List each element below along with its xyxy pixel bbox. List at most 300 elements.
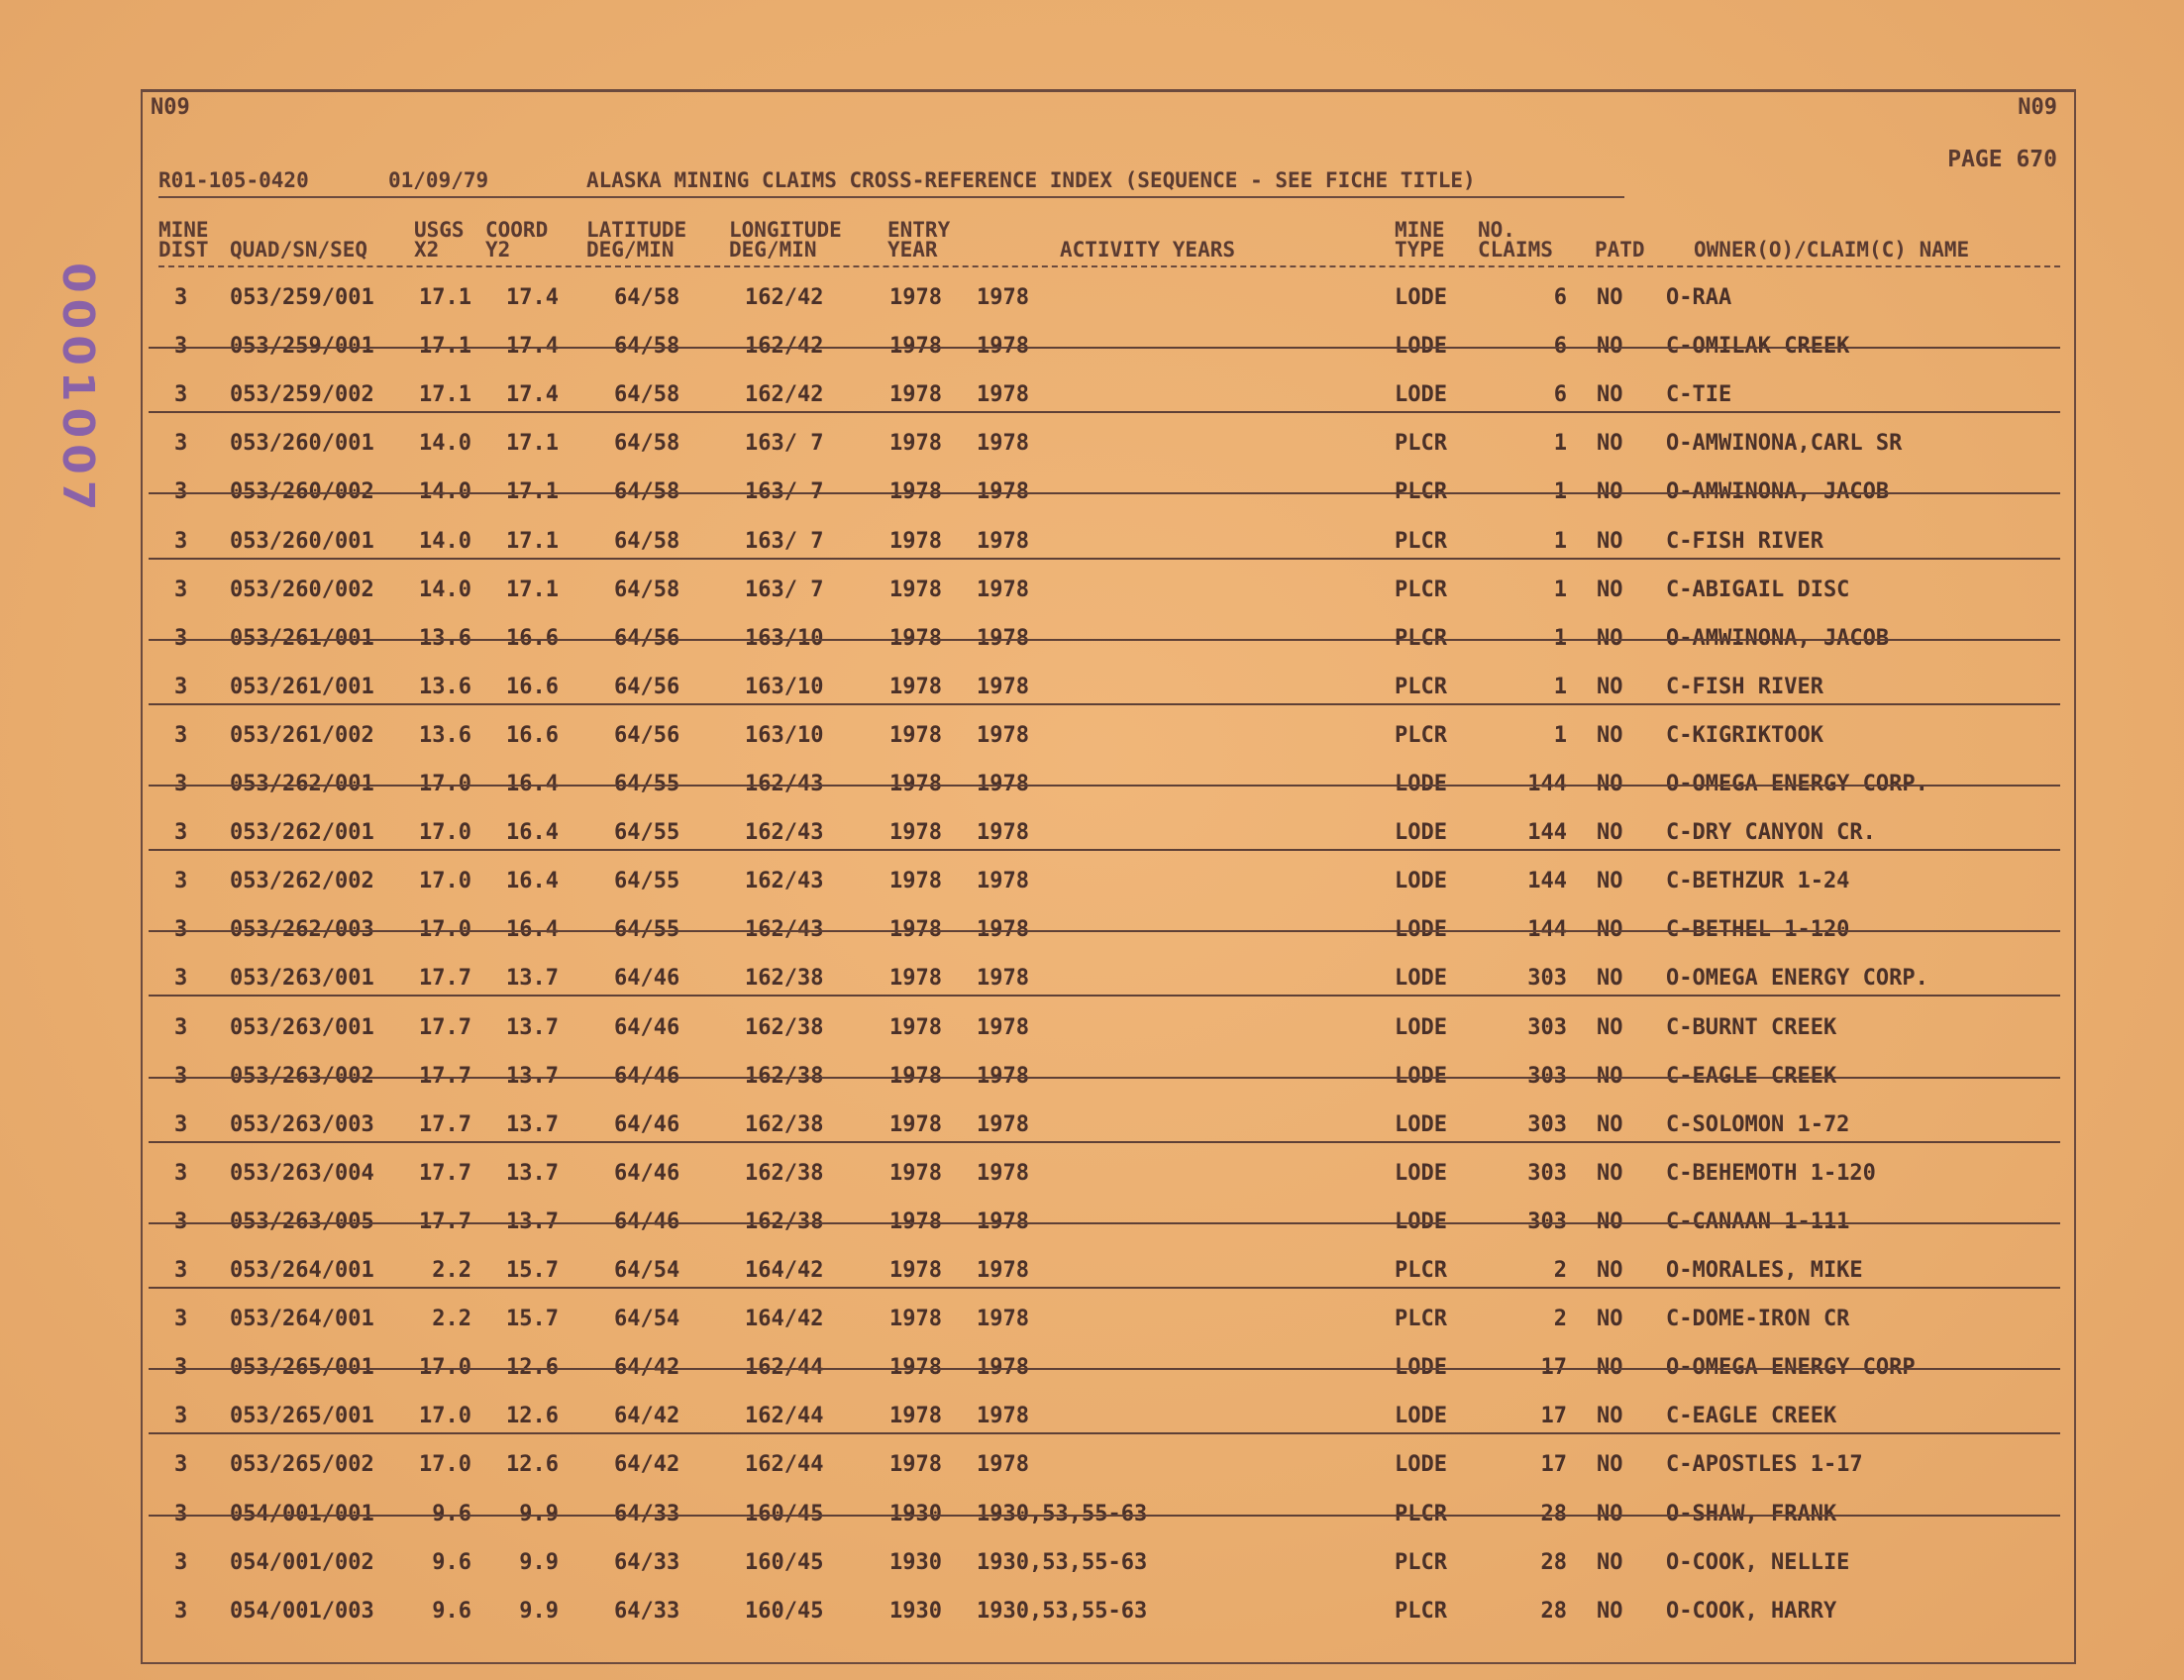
cell-lat: 64/55 — [614, 869, 680, 893]
cell-entry: 1978 — [889, 1161, 942, 1186]
table-row — [0, 768, 2184, 801]
cell-type: LODE — [1395, 820, 1447, 845]
cell-claims: 28 — [1540, 1550, 1567, 1575]
cell-activity: 1978 — [977, 1064, 1029, 1089]
cell-activity: 1978 — [977, 1015, 1029, 1040]
column-header-line2: Y2 — [485, 238, 511, 262]
column-header-line1: ENTRY — [887, 218, 951, 242]
cell-lon: 162/43 — [745, 772, 824, 796]
cell-patd: NO — [1597, 1015, 1623, 1040]
page-number: PAGE 670 — [1947, 147, 2057, 172]
table-row — [0, 1060, 2184, 1094]
cell-patd: NO — [1597, 966, 1623, 991]
report-header — [158, 168, 1624, 198]
cell-name: C-ABIGAIL DISC — [1666, 578, 1850, 602]
cell-dist: 3 — [174, 1452, 188, 1477]
cell-quad: 053/260/001 — [230, 529, 374, 554]
cell-type: LODE — [1395, 1161, 1447, 1186]
cell-name: C-FISH RIVER — [1666, 529, 1823, 554]
cell-lat: 64/33 — [614, 1502, 680, 1526]
cell-claims: 1 — [1553, 479, 1567, 504]
cell-lat: 64/42 — [614, 1452, 680, 1477]
column-header-mine-dist — [158, 220, 209, 260]
cell-dist: 3 — [174, 1355, 188, 1380]
cell-name: C-BETHEL 1-120 — [1666, 917, 1850, 942]
cell-type: LODE — [1395, 1064, 1447, 1089]
cell-name: O-RAA — [1666, 285, 1732, 310]
cell-x: 13.6 — [419, 675, 471, 699]
cell-patd: NO — [1597, 869, 1623, 893]
cell-y: 16.4 — [506, 772, 559, 796]
column-header-line2: DEG/MIN — [729, 238, 817, 262]
strike-line — [149, 639, 2060, 641]
cell-activity: 1978 — [977, 334, 1029, 359]
column-header-coord-y — [485, 220, 548, 260]
cell-lat: 64/46 — [614, 1112, 680, 1137]
column-header-line2: OWNER(O)/CLAIM(C) NAME — [1694, 238, 1970, 262]
cell-activity: 1978 — [977, 1307, 1029, 1331]
column-header-line2: QUAD/SN/SEQ — [230, 238, 368, 262]
cell-y: 13.7 — [506, 1015, 559, 1040]
cell-claims: 303 — [1527, 1161, 1567, 1186]
column-header-line1 — [230, 220, 367, 240]
cell-type: LODE — [1395, 382, 1447, 407]
cell-y: 16.4 — [506, 869, 559, 893]
cell-x: 17.0 — [419, 772, 471, 796]
cell-quad: 053/263/001 — [230, 1015, 374, 1040]
cell-type: LODE — [1395, 285, 1447, 310]
cell-activity: 1978 — [977, 966, 1029, 991]
cell-patd: NO — [1597, 723, 1623, 748]
column-header-owner — [1694, 220, 1969, 260]
column-header-lon — [729, 220, 842, 260]
corner-code-left: N09 — [151, 95, 190, 120]
column-header-activity — [1060, 220, 1235, 260]
cell-lat: 64/46 — [614, 1015, 680, 1040]
cell-name: C-OMILAK CREEK — [1666, 334, 1850, 359]
cell-type: LODE — [1395, 1112, 1447, 1137]
report-id: R01-105-0420 — [158, 168, 309, 192]
cell-y: 17.1 — [506, 529, 559, 554]
column-header-type — [1395, 220, 1445, 260]
cell-type: PLCR — [1395, 1502, 1447, 1526]
cell-y: 15.7 — [506, 1307, 559, 1331]
cell-x: 17.1 — [419, 382, 471, 407]
cell-patd: NO — [1597, 1064, 1623, 1089]
cell-name: C-DRY CANYON CR. — [1666, 820, 1876, 845]
cell-x: 17.7 — [419, 1015, 471, 1040]
cell-entry: 1978 — [889, 869, 942, 893]
cell-name: C-APOSTLES 1-17 — [1666, 1452, 1863, 1477]
cell-x: 17.1 — [419, 334, 471, 359]
cell-lat: 64/58 — [614, 334, 680, 359]
table-row — [0, 1206, 2184, 1239]
cell-entry: 1978 — [889, 1307, 942, 1331]
strike-line — [149, 1222, 2060, 1224]
cell-type: LODE — [1395, 334, 1447, 359]
cell-quad: 053/260/001 — [230, 431, 374, 456]
report-date: 01/09/79 — [388, 168, 489, 192]
cell-lat: 64/42 — [614, 1355, 680, 1380]
cell-lon: 162/43 — [745, 820, 824, 845]
cell-claims: 144 — [1527, 869, 1567, 893]
cell-dist: 3 — [174, 1550, 188, 1575]
cell-claims: 17 — [1540, 1452, 1567, 1477]
cell-name: O-COOK, HARRY — [1666, 1599, 1837, 1624]
cell-type: PLCR — [1395, 1550, 1447, 1575]
cell-y: 13.7 — [506, 1209, 559, 1234]
cell-y: 12.6 — [506, 1404, 559, 1428]
cell-claims: 144 — [1527, 820, 1567, 845]
cell-quad: 053/262/001 — [230, 772, 374, 796]
cell-activity: 1978 — [977, 917, 1029, 942]
cell-patd: NO — [1597, 431, 1623, 456]
cell-type: LODE — [1395, 772, 1447, 796]
cell-entry: 1978 — [889, 675, 942, 699]
cell-activity: 1978 — [977, 431, 1029, 456]
column-header-line2: X2 — [414, 238, 440, 262]
cell-quad: 053/263/005 — [230, 1209, 374, 1234]
cell-entry: 1978 — [889, 479, 942, 504]
cell-x: 9.6 — [432, 1550, 471, 1575]
cell-activity: 1978 — [977, 578, 1029, 602]
cell-x: 17.7 — [419, 1161, 471, 1186]
cell-quad: 053/260/002 — [230, 578, 374, 602]
cell-lat: 64/33 — [614, 1599, 680, 1624]
cell-activity: 1978 — [977, 1404, 1029, 1428]
cell-x: 17.7 — [419, 1209, 471, 1234]
cell-dist: 3 — [174, 626, 188, 651]
cell-lon: 162/44 — [745, 1452, 824, 1477]
cell-patd: NO — [1597, 1112, 1623, 1137]
cell-lon: 164/42 — [745, 1307, 824, 1331]
cell-type: PLCR — [1395, 1258, 1447, 1283]
underline — [149, 703, 2060, 705]
cell-y: 13.7 — [506, 1064, 559, 1089]
underline — [149, 558, 2060, 560]
cell-lat: 64/58 — [614, 382, 680, 407]
cell-lon: 162/38 — [745, 1112, 824, 1137]
cell-quad: 053/265/002 — [230, 1452, 374, 1477]
cell-lon: 163/10 — [745, 675, 824, 699]
cell-quad: 054/001/001 — [230, 1502, 374, 1526]
cell-dist: 3 — [174, 1015, 188, 1040]
column-header-line1: LONGITUDE — [729, 218, 842, 242]
cell-entry: 1978 — [889, 1112, 942, 1137]
column-header-line1: COORD — [485, 218, 549, 242]
cell-name: O-AMWINONA, JACOB — [1666, 479, 1890, 504]
strike-line — [149, 785, 2060, 787]
column-header-line2: DEG/MIN — [586, 238, 675, 262]
cell-quad: 053/262/003 — [230, 917, 374, 942]
cell-x: 14.0 — [419, 431, 471, 456]
cell-patd: NO — [1597, 285, 1623, 310]
cell-claims: 303 — [1527, 1015, 1567, 1040]
table-row — [0, 574, 2184, 607]
cell-entry: 1978 — [889, 382, 942, 407]
cell-name: O-OMEGA ENERGY CORP — [1666, 1355, 1916, 1380]
cell-lon: 162/42 — [745, 285, 824, 310]
cell-dist: 3 — [174, 772, 188, 796]
cell-type: PLCR — [1395, 479, 1447, 504]
cell-lat: 64/55 — [614, 820, 680, 845]
cell-x: 17.7 — [419, 1112, 471, 1137]
cell-entry: 1978 — [889, 1404, 942, 1428]
cell-activity: 1978 — [977, 1355, 1029, 1380]
column-header-usgs-x — [414, 220, 465, 260]
cell-entry: 1930 — [889, 1550, 942, 1575]
cell-lon: 162/42 — [745, 334, 824, 359]
cell-lon: 162/38 — [745, 1209, 824, 1234]
column-header-line1: LATITUDE — [586, 218, 687, 242]
cell-y: 16.4 — [506, 917, 559, 942]
cell-y: 12.6 — [506, 1355, 559, 1380]
cell-claims: 1 — [1553, 431, 1567, 456]
cell-activity: 1930,53,55-63 — [977, 1550, 1148, 1575]
cell-lat: 64/46 — [614, 1209, 680, 1234]
cell-type: LODE — [1395, 1404, 1447, 1428]
cell-entry: 1978 — [889, 772, 942, 796]
cell-dist: 3 — [174, 382, 188, 407]
cell-claims: 1 — [1553, 578, 1567, 602]
cell-dist: 3 — [174, 1404, 188, 1428]
cell-patd: NO — [1597, 1258, 1623, 1283]
cell-name: C-BURNT CREEK — [1666, 1015, 1837, 1040]
cell-lon: 162/43 — [745, 917, 824, 942]
cell-x: 9.6 — [432, 1502, 471, 1526]
cell-type: PLCR — [1395, 1599, 1447, 1624]
cell-quad: 054/001/002 — [230, 1550, 374, 1575]
cell-quad: 053/265/001 — [230, 1404, 374, 1428]
cell-lon: 162/38 — [745, 1064, 824, 1089]
cell-dist: 3 — [174, 1502, 188, 1526]
underline — [149, 411, 2060, 413]
cell-y: 12.6 — [506, 1452, 559, 1477]
cell-claims: 303 — [1527, 966, 1567, 991]
cell-activity: 1978 — [977, 675, 1029, 699]
cell-y: 17.1 — [506, 479, 559, 504]
column-header-quad — [230, 220, 367, 260]
cell-dist: 3 — [174, 723, 188, 748]
cell-claims: 1 — [1553, 723, 1567, 748]
cell-quad: 053/263/001 — [230, 966, 374, 991]
cell-type: PLCR — [1395, 626, 1447, 651]
cell-activity: 1978 — [977, 1258, 1029, 1283]
cell-patd: NO — [1597, 1307, 1623, 1331]
header-rule — [158, 265, 2060, 267]
cell-patd: NO — [1597, 1355, 1623, 1380]
cell-patd: NO — [1597, 382, 1623, 407]
cell-entry: 1978 — [889, 529, 942, 554]
cell-lon: 160/45 — [745, 1502, 824, 1526]
underline — [149, 995, 2060, 997]
cell-dist: 3 — [174, 285, 188, 310]
cell-claims: 2 — [1553, 1258, 1567, 1283]
column-header-entry — [887, 220, 950, 260]
cell-y: 17.4 — [506, 382, 559, 407]
cell-name: C-BEHEMOTH 1-120 — [1666, 1161, 1876, 1186]
cell-patd: NO — [1597, 772, 1623, 796]
cell-x: 2.2 — [432, 1307, 471, 1331]
cell-claims: 17 — [1540, 1404, 1567, 1428]
cell-y: 17.4 — [506, 285, 559, 310]
cell-patd: NO — [1597, 1452, 1623, 1477]
cell-type: LODE — [1395, 1209, 1447, 1234]
cell-x: 17.0 — [419, 820, 471, 845]
table-row — [0, 671, 2184, 704]
cell-type: PLCR — [1395, 675, 1447, 699]
table-row — [0, 1303, 2184, 1336]
cell-x: 17.7 — [419, 1064, 471, 1089]
cell-activity: 1978 — [977, 382, 1029, 407]
cell-name: C-EAGLE CREEK — [1666, 1064, 1837, 1089]
table-row — [0, 378, 2184, 412]
cell-y: 9.9 — [519, 1550, 559, 1575]
cell-lat: 64/58 — [614, 479, 680, 504]
cell-name: C-CANAAN 1-111 — [1666, 1209, 1850, 1234]
cell-activity: 1930,53,55-63 — [977, 1599, 1148, 1624]
cell-lat: 64/54 — [614, 1258, 680, 1283]
column-header-line1 — [1694, 220, 1969, 240]
cell-entry: 1978 — [889, 1258, 942, 1283]
cell-quad: 053/261/001 — [230, 675, 374, 699]
cell-x: 17.0 — [419, 917, 471, 942]
cell-quad: 053/263/004 — [230, 1161, 374, 1186]
column-header-line2: PATD — [1595, 238, 1645, 262]
cell-name: C-DOME-IRON CR — [1666, 1307, 1850, 1331]
cell-lat: 64/54 — [614, 1307, 680, 1331]
cell-dist: 3 — [174, 1599, 188, 1624]
cell-quad: 053/260/002 — [230, 479, 374, 504]
table-row — [0, 913, 2184, 947]
cell-dist: 3 — [174, 820, 188, 845]
cell-lat: 64/46 — [614, 1064, 680, 1089]
cell-dist: 3 — [174, 1258, 188, 1283]
cell-type: PLCR — [1395, 529, 1447, 554]
cell-entry: 1978 — [889, 1209, 942, 1234]
cell-name: C-FISH RIVER — [1666, 675, 1823, 699]
cell-dist: 3 — [174, 479, 188, 504]
strike-line — [149, 347, 2060, 349]
cell-x: 14.0 — [419, 529, 471, 554]
strike-line — [149, 930, 2060, 932]
cell-entry: 1978 — [889, 966, 942, 991]
strike-line — [149, 1077, 2060, 1079]
cell-name: C-TIE — [1666, 382, 1732, 407]
table-row — [0, 475, 2184, 509]
cell-y: 17.4 — [506, 334, 559, 359]
table-row — [0, 1157, 2184, 1191]
cell-patd: NO — [1597, 578, 1623, 602]
cell-claims: 28 — [1540, 1502, 1567, 1526]
cell-name: O-COOK, NELLIE — [1666, 1550, 1850, 1575]
cell-entry: 1978 — [889, 626, 942, 651]
cell-patd: NO — [1597, 1209, 1623, 1234]
cell-dist: 3 — [174, 431, 188, 456]
cell-claims: 144 — [1527, 772, 1567, 796]
cell-dist: 3 — [174, 1064, 188, 1089]
cell-dist: 3 — [174, 917, 188, 942]
cell-patd: NO — [1597, 675, 1623, 699]
cell-activity: 1978 — [977, 479, 1029, 504]
cell-lat: 64/58 — [614, 578, 680, 602]
cell-activity: 1978 — [977, 1209, 1029, 1234]
cell-name: O-AMWINONA,CARL SR — [1666, 431, 1903, 456]
cell-activity: 1930,53,55-63 — [977, 1502, 1148, 1526]
cell-lat: 64/42 — [614, 1404, 680, 1428]
column-header-line1: NO. — [1478, 218, 1515, 242]
table-row — [0, 1108, 2184, 1142]
table-row — [0, 1011, 2184, 1045]
cell-type: LODE — [1395, 1355, 1447, 1380]
cell-activity: 1978 — [977, 285, 1029, 310]
table-row — [0, 962, 2184, 996]
report-title: ALASKA MINING CLAIMS CROSS-REFERENCE INDEX (SEQUENCE - SEE FICHE TITLE) — [586, 168, 1476, 192]
cell-quad: 053/262/002 — [230, 869, 374, 893]
cell-y: 16.4 — [506, 820, 559, 845]
column-header-line1: MINE — [158, 218, 209, 242]
cell-type: PLCR — [1395, 723, 1447, 748]
cell-y: 9.9 — [519, 1502, 559, 1526]
cell-entry: 1978 — [889, 578, 942, 602]
cell-y: 17.1 — [506, 431, 559, 456]
cell-lon: 163/10 — [745, 626, 824, 651]
table-row — [0, 1254, 2184, 1288]
table-row — [0, 330, 2184, 364]
cell-lon: 163/10 — [745, 723, 824, 748]
table-row — [0, 1498, 2184, 1531]
table-row — [0, 1595, 2184, 1628]
cell-dist: 3 — [174, 1307, 188, 1331]
cell-lat: 64/58 — [614, 431, 680, 456]
cell-y: 16.6 — [506, 675, 559, 699]
table-row — [0, 816, 2184, 850]
underline — [149, 1432, 2060, 1434]
cell-dist: 3 — [174, 1112, 188, 1137]
cell-activity: 1978 — [977, 626, 1029, 651]
cell-lon: 162/38 — [745, 1015, 824, 1040]
cell-x: 17.0 — [419, 1404, 471, 1428]
cell-patd: NO — [1597, 1404, 1623, 1428]
cell-claims: 6 — [1553, 285, 1567, 310]
cell-lat: 64/56 — [614, 723, 680, 748]
cell-lon: 162/42 — [745, 382, 824, 407]
cell-patd: NO — [1597, 479, 1623, 504]
cell-claims: 28 — [1540, 1599, 1567, 1624]
corner-code-right: N09 — [2018, 95, 2057, 120]
cell-dist: 3 — [174, 675, 188, 699]
cell-entry: 1978 — [889, 820, 942, 845]
table-row — [0, 427, 2184, 461]
cell-activity: 1978 — [977, 529, 1029, 554]
table-row — [0, 1400, 2184, 1433]
column-header-line1 — [1060, 220, 1235, 240]
cell-patd: NO — [1597, 626, 1623, 651]
cell-name: C-BETHZUR 1-24 — [1666, 869, 1850, 893]
cell-patd: NO — [1597, 1550, 1623, 1575]
strike-line — [149, 1368, 2060, 1370]
cell-name: O-OMEGA ENERGY CORP. — [1666, 772, 1928, 796]
cell-entry: 1978 — [889, 1355, 942, 1380]
cell-activity: 1978 — [977, 869, 1029, 893]
cell-claims: 303 — [1527, 1112, 1567, 1137]
column-header-line2: DIST — [158, 238, 209, 262]
cell-claims: 17 — [1540, 1355, 1567, 1380]
cell-entry: 1978 — [889, 1064, 942, 1089]
column-header-line1: USGS — [414, 218, 465, 242]
cell-lat: 64/46 — [614, 966, 680, 991]
cell-y: 13.7 — [506, 1161, 559, 1186]
